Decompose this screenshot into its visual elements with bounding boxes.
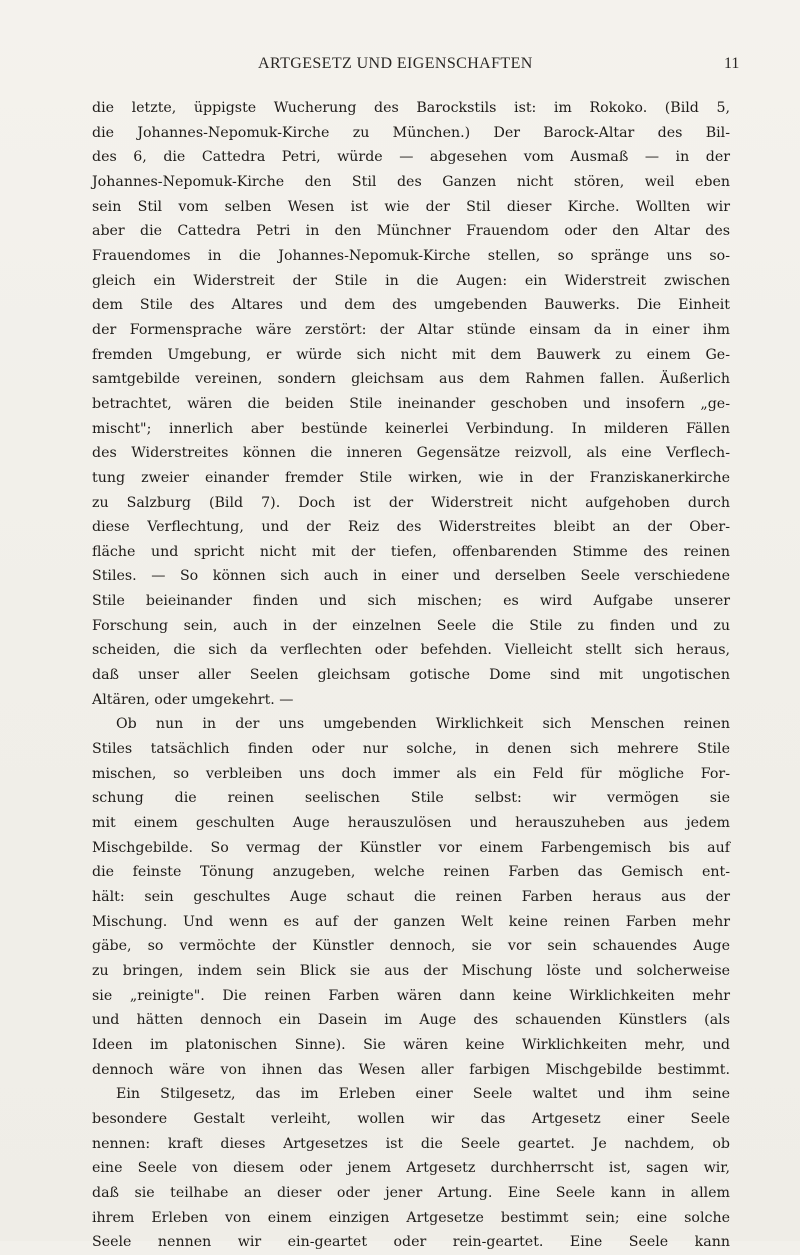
text-line: sein Stil vom selben Wesen ist wie der Stil dieser Kirche. Wollten wir bbox=[92, 198, 730, 215]
text-line: des 6, die Cattedra Petri, würde — abgesehen vom Ausmaß — in der bbox=[92, 149, 730, 166]
text-line: tung zweier einander fremder Stile wirken, wie in der Franziskanerkirche bbox=[92, 469, 730, 486]
text-line: eine Seele von diesem oder jenem Artgesetz durchherrscht ist, sagen wir, bbox=[92, 1160, 730, 1177]
text-line: zu Salzburg (Bild 7). Doch ist der Widerstreit nicht aufgehoben durch bbox=[92, 494, 730, 511]
text-line: Johannes-Nepomuk-Kirche den Stil des Ganzen nicht stören, weil eben bbox=[92, 173, 730, 190]
text-line: daß unser aller Seelen gleichsam gotische Dome sind mit ungotischen bbox=[92, 667, 730, 684]
text-line: gäbe, so vermöchte der Künstler dennoch, sie vor sein schauendes Auge bbox=[92, 938, 730, 955]
text-line: Seele nennen wir ein-geartet oder rein-geartet. Eine Seele kann bbox=[92, 1234, 730, 1251]
page-number: 11 bbox=[724, 55, 740, 72]
text-line: Frauendomes in die Johannes-Nepomuk-Kirche stellen, so spränge uns so- bbox=[92, 247, 730, 264]
text-line: mischen, so verbleiben uns doch immer als ein Feld für mögliche For- bbox=[92, 765, 730, 782]
text-line: Altären, oder umgekehrt. — bbox=[92, 691, 294, 708]
text-line: fläche und spricht nicht mit der tiefen, offenbarenden Stimme des reinen bbox=[92, 543, 730, 560]
text-line: Ideen im platonischen Sinne). Sie wären keine Wirklichkeiten mehr, und bbox=[92, 1036, 730, 1053]
text-line: ihrem Erleben von einem einzigen Artgesetze bestimmt sein; eine solche bbox=[92, 1209, 730, 1226]
text-line: der Formensprache wäre zerstört: der Altar stünde einsam da in einer ihm bbox=[92, 321, 730, 338]
text-line: nennen: kraft dieses Artgesetzes ist die Seele geartet. Je nachdem, ob bbox=[92, 1135, 730, 1152]
text-line: Ob nun in der uns umgebenden Wirklichkeit sich Menschen reinen bbox=[116, 716, 730, 733]
text-line: dem Stile des Altares und dem des umgebenden Bauwerks. Die Einheit bbox=[92, 297, 730, 314]
text-line: mit einem geschulten Auge herauszulösen und herauszuheben aus jedem bbox=[92, 815, 730, 832]
text-line: besondere Gestalt verleiht, wollen wir das Artgesetz einer Seele bbox=[92, 1110, 730, 1127]
text-line: diese Verflechtung, und der Reiz des Widerstreites bleibt an der Ober- bbox=[92, 519, 730, 536]
text-line: Stiles. — So können sich auch in einer und derselben Seele verschiedene bbox=[92, 568, 730, 585]
text-line: fremden Umgebung, er würde sich nicht mit dem Bauwerk zu einem Ge- bbox=[92, 346, 730, 363]
text-line: schung die reinen seelischen Stile selbst: wir vermögen sie bbox=[92, 790, 730, 807]
text-line: scheiden, die sich da verflechten oder befehden. Vielleicht stellt sich heraus, bbox=[92, 642, 730, 659]
text-line: Ein Stilgesetz, das im Erleben einer Seele waltet und ihm seine bbox=[116, 1086, 730, 1103]
text-line: zu bringen, indem sein Blick sie aus der Mischung löste und solcherweise bbox=[92, 962, 730, 979]
text-line: aber die Cattedra Petri in den Münchner Frauendom oder den Altar des bbox=[92, 223, 730, 240]
text-line: daß sie teilhabe an dieser oder jener Artung. Eine Seele kann in allem bbox=[92, 1184, 730, 1201]
text-line: Mischung. Und wenn es auf der ganzen Welt keine reinen Farben mehr bbox=[92, 913, 730, 930]
text-line: mischt"; innerlich aber bestünde keinerlei Verbindung. In milderen Fällen bbox=[92, 420, 730, 437]
text-line: samtgebilde vereinen, sondern gleichsam aus dem Rahmen fallen. Äußerlich bbox=[92, 371, 730, 388]
text-line: die Johannes-Nepomuk-Kirche zu München.) Der Barock-Altar des Bil- bbox=[92, 124, 730, 141]
text-line: des Widerstreites können die inneren Gegensätze reizvoll, als eine Verflech- bbox=[92, 445, 730, 462]
text-line: Stiles tatsächlich finden oder nur solche, in denen sich mehrere Stile bbox=[92, 741, 730, 758]
running-title: ARTGESETZ UND EIGENSCHAFTEN bbox=[258, 55, 533, 72]
text-line: Stile beieinander finden und sich mischen; es wird Aufgabe unserer bbox=[92, 593, 730, 610]
text-line: Mischgebilde. So vermag der Künstler vor einem Farbengemisch bis auf bbox=[92, 839, 730, 856]
text-line: die letzte, üppigste Wucherung des Barockstils ist: im Rokoko. (Bild 5, bbox=[92, 100, 730, 116]
text-line: betrachtet, wären die beiden Stile ineinander geschoben und insofern „ge- bbox=[92, 395, 730, 412]
body-text bbox=[92, 96, 730, 1251]
text-line: die feinste Tönung anzugeben, welche reinen Farben das Gemisch ent- bbox=[92, 864, 730, 881]
text-line: dennoch wäre von ihnen das Wesen aller farbigen Mischgebilde bestimmt. bbox=[92, 1061, 730, 1078]
text-line: hält: sein geschultes Auge schaut die reinen Farben heraus aus der bbox=[92, 889, 730, 905]
text-line: und hätten dennoch ein Dasein im Auge des schauenden Künstlers (als bbox=[92, 1012, 730, 1029]
text-line: Forschung sein, auch in der einzelnen Seele die Stile zu finden und zu bbox=[92, 617, 730, 634]
text-line: gleich ein Widerstreit der Stile in die Augen: ein Widerstreit zwischen bbox=[92, 272, 730, 289]
text-line: sie „reinigte". Die reinen Farben wären dann keine Wirklichkeiten mehr bbox=[92, 987, 730, 1004]
